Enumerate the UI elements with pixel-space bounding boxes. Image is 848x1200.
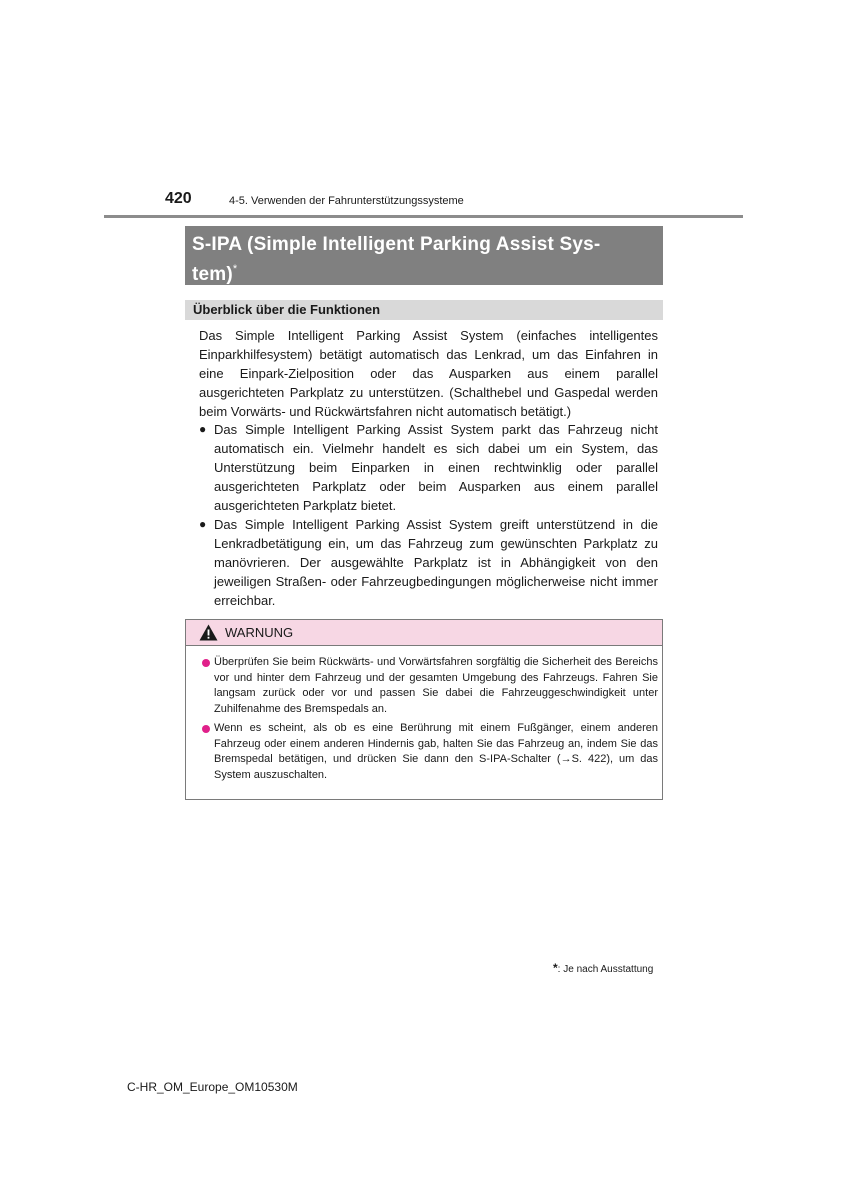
document-code: C-HR_OM_Europe_OM10530M (127, 1080, 298, 1094)
title-line-1: S-IPA (Simple Intelligent Parking Assist Sys- (192, 234, 601, 255)
subsection-heading: Überblick über die Funktionen (185, 300, 663, 320)
bullet-icon: ● (199, 422, 207, 436)
footnote (553, 961, 653, 975)
bullet-icon: ● (199, 517, 207, 531)
pink-bullet-icon (202, 659, 210, 667)
warning-triangle-icon (199, 624, 218, 641)
bullet-list (199, 420, 658, 610)
intro-paragraph: Das Simple Intelligent Parking Assist System (einfaches intelligentes Einparkhilfesystem) betätigt automatisch das Lenkrad, um das Einfahren in eine Einpark-Zielposition oder das Ausparken aus einem parallel ausgerichteten Parkplatz zu unterstützen. (Schalthebel und Gaspedal werden beim Vorwärts- und Rückwärtsfahren nicht automatisch betätigt.) (199, 328, 658, 419)
bullet-text: Das Simple Intelligent Parking Assist System greift unterstützend in die Lenkradbetätigung ein, um das Fahrzeug zum gewünschten Parkplatz zu manövrieren. Der ausgewählte Parkplatz ist in Abhängigkeit von den jeweiligen Straßen- oder Fahrzeugbedingungen möglicherweise nicht immer erreichbar. (214, 517, 658, 608)
title-line-2: tem) (192, 264, 233, 285)
footnote-star: * (553, 961, 558, 975)
bullet-text: Das Simple Intelligent Parking Assist System parkt das Fahrzeug nicht automatisch ein. Vielmehr handelt es sich dabei um ein System, das Unterstützung beim Einparken in einen rechtwinklig oder parallel ausgerichteten Parkplatz oder beim Ausparken aus einem parallel ausgerichteten Parkplatz bietet. (214, 422, 658, 513)
footnote-text: : Je nach Ausstattung (557, 964, 654, 975)
warning-header (186, 620, 662, 646)
warning-item-text: Wenn es scheint, als ob es eine Berührung mit einem Fußgänger, einem anderen Fahrzeug oder einem anderen Hindernis gab, halten Sie das Fahrzeug an, indem Sie das Bremspedal betätigen, und drücken Sie dann den S-IPA-Schalter (→S. 422), um das System auszuschalten. (214, 722, 658, 781)
section-title-box (185, 226, 663, 285)
page-number: 420 (165, 190, 192, 207)
title-asterisk: * (232, 263, 238, 275)
warning-label: WARNUNG (225, 625, 294, 640)
warning-item (201, 655, 658, 717)
pink-bullet-icon (202, 725, 210, 733)
warning-list (201, 655, 658, 787)
page-title (192, 232, 655, 287)
warning-item-text: Überprüfen Sie beim Rückwärts- und Vorwärtsfahren sorgfältig die Sicherheit des Bereichs vor und hinter dem Fahrzeug und der gesamten Umgebung des Fahrzeugs. Fahren Sie langsam zurück oder vor und passen Sie dabei die Fahrzeuggeschwindigkeit unter Zuhilfenahme des Bremspedals an. (214, 656, 658, 715)
chapter-title: 4-5. Verwenden der Fahrunterstützungssysteme (229, 195, 464, 207)
warning-item (201, 721, 658, 783)
list-item (199, 420, 658, 515)
list-item (199, 515, 658, 610)
warning-box (185, 619, 663, 800)
header-divider (104, 215, 743, 218)
